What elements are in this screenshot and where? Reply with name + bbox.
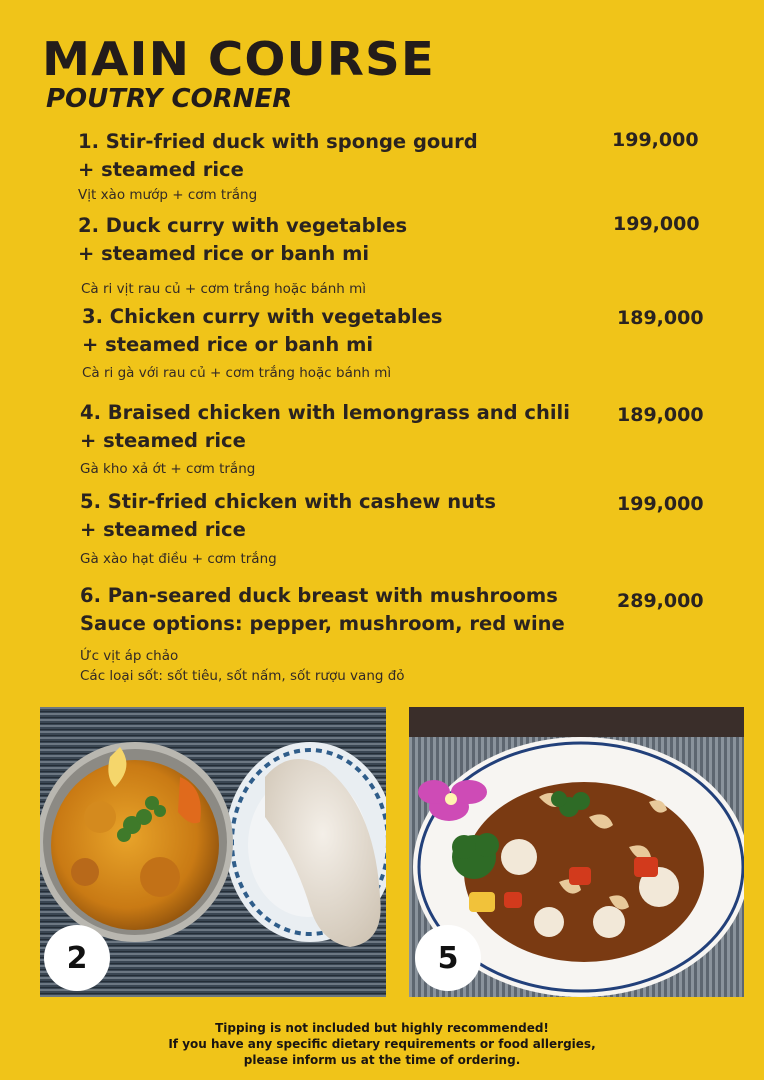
item-price: 189,000: [617, 307, 704, 329]
item-name-line2: + steamed rice or banh mi: [78, 242, 370, 265]
item-vietnamese-name: Gà xào hạt điều + cơm trắng: [80, 551, 277, 567]
item-name-line1: 3. Chicken curry with vegetables: [82, 305, 443, 328]
footer-note: [0, 1020, 764, 1068]
item-vietnamese-name: Cà ri gà với rau củ + cơm trắng hoặc bánh mì: [82, 365, 392, 381]
section-subtitle: POUTRY CORNER: [46, 84, 293, 114]
item-price: 289,000: [617, 590, 704, 612]
item-name-line2: + steamed rice: [80, 429, 246, 452]
item-name-line1: 2. Duck curry with vegetables: [78, 214, 408, 237]
item-vietnamese-name: Ức vịt áp chảo: [80, 648, 179, 664]
item-name-line2: Sauce options: pepper, mushroom, red wine: [80, 612, 565, 635]
menu-item: [78, 128, 718, 205]
item-name-line1: 5. Stir-fried chicken with cashew nuts: [80, 490, 496, 513]
item-name-line1: 6. Pan-seared duck breast with mushrooms: [80, 584, 558, 607]
footer-dietary-line: If you have any specific dietary requirements or food allergies,: [168, 1037, 596, 1051]
item-price: 189,000: [617, 404, 704, 426]
menu-item: [80, 488, 720, 569]
item-vietnamese-name: Cà ri vịt rau củ + cơm trắng hoặc bánh mì: [81, 281, 367, 297]
item-name-line1: 1. Stir-fried duck with sponge gourd: [78, 130, 478, 153]
item-name-line2: + steamed rice: [80, 518, 246, 541]
dish-number-badge: 2: [44, 925, 110, 991]
food-photo-duck-curry: [40, 707, 386, 997]
menu-item: [82, 303, 722, 383]
item-name-line1: 4. Braised chicken with lemongrass and chili: [80, 401, 570, 424]
item-price: 199,000: [612, 129, 699, 151]
item-price: 199,000: [613, 213, 700, 235]
footer-ordering-line: please inform us at the time of ordering.: [243, 1053, 521, 1067]
item-name-line2: + steamed rice or banh mi: [82, 333, 374, 356]
menu-item: [80, 582, 720, 686]
page-title: MAIN COURSE: [42, 32, 435, 86]
menu-item: [78, 212, 718, 299]
item-sauce-options: Các loại sốt: sốt tiêu, sốt nấm, sốt rượu vang đỏ: [80, 668, 405, 684]
dish-number-badge: 5: [415, 925, 481, 991]
item-name-line2: + steamed rice: [78, 158, 244, 181]
footer-tipping-line: Tipping is not included but highly recommended!: [215, 1021, 549, 1035]
food-photo-cashew-chicken: [409, 707, 744, 997]
menu-item: [80, 399, 720, 479]
item-price: 199,000: [617, 493, 704, 515]
item-vietnamese-name: Gà kho xả ớt + cơm trắng: [80, 461, 256, 477]
item-vietnamese-name: Vịt xào mướp + cơm trắng: [78, 187, 258, 203]
